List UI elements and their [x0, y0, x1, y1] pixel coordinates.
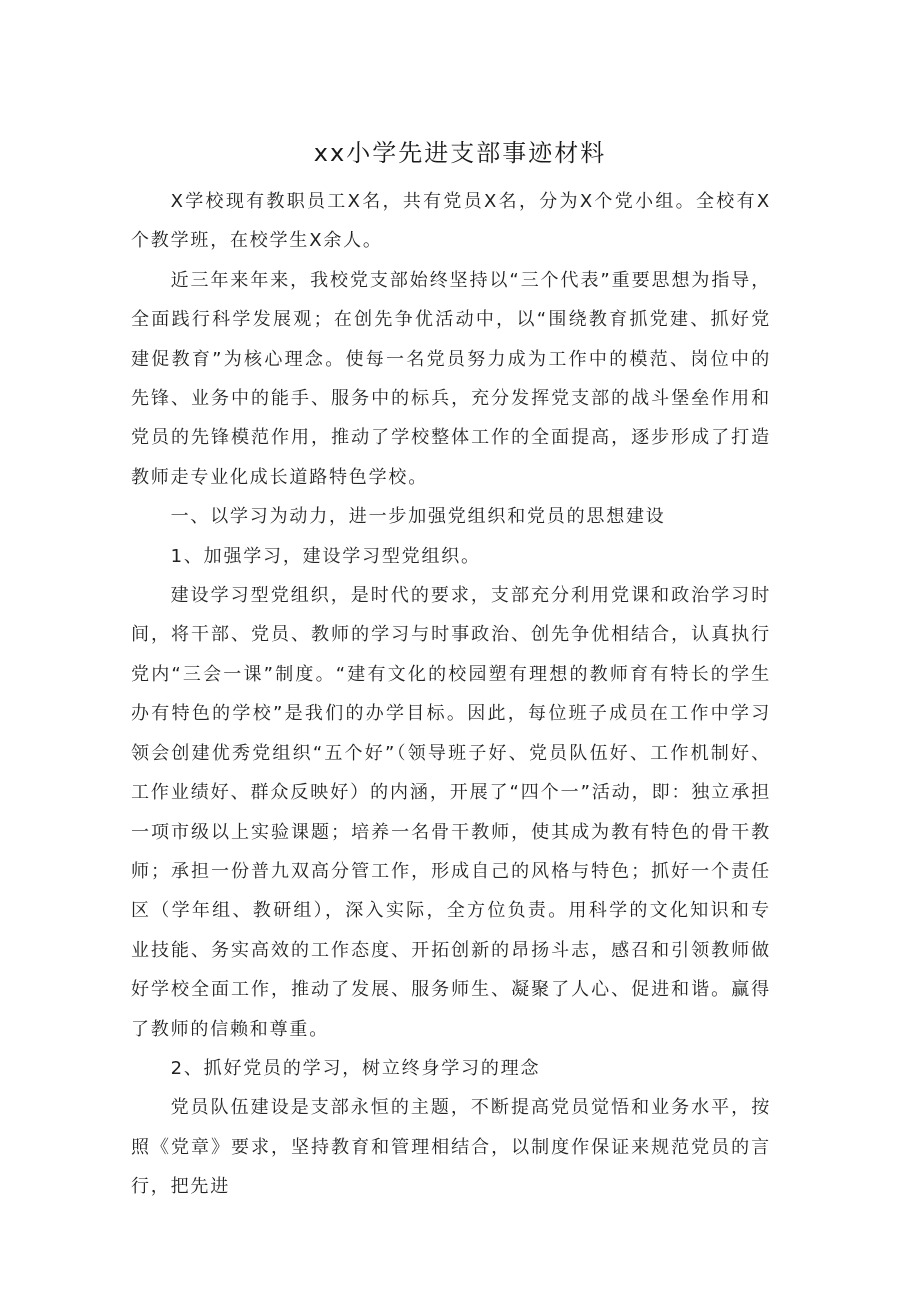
document-title: xx小学先进支部事迹材料: [313, 139, 607, 167]
subsection-heading-1-2: 2、抓好党员的学习，树立终身学习的理念: [170, 1057, 541, 1079]
paragraph-member-study: 党员队伍建设是支部永恒的主题，不断提高党员觉悟和业务水平，按照《党章》要求，坚持教育和管理相结合，以制度作保证来规范党员的言行，把先进: [131, 1097, 771, 1198]
document-body: [131, 182, 771, 1207]
subsection-heading-1-1: 1、加强学习，建设学习型党组织。: [170, 545, 481, 567]
paragraph-learning-organization: 建设学习型党组织，是时代的要求，支部充分利用党课和政治学习时间，将干部、党员、教师的学习与时事政治、创先争优相结合，认真执行党内“三会一课”制度。“建有文化的校园塑有理想的教师育有特长的学生办有特色的学校”是我们的办学目标。因此，每位班子成员在工作中学习领会创建优秀党组织“五个好”（领导班子好、党员队伍好、工作机制好、工作业绩好、群众反映好）的内涵，开展了“四个一”活动，即：独立承担一项市级以上实验课题；培养一名骨干教师，使其成为教有特色的骨干教师；承担一份普九双高分管工作，形成自己的风格与特色；抓好一个责任区（学年组、教研组），深入实际，全方位负责。用科学的文化知识和专业技能、务实高效的工作态度、开拓创新的昂扬斗志，感召和引领教师做好学校全面工作，推动了发展、服务师生、凝聚了人心、促进和谐。赢得了教师的信赖和尊重。: [131, 585, 771, 1040]
paragraph-party-work-summary: 近三年来年来，我校党支部始终坚持以“三个代表”重要思想为指导，全面践行科学发展观；在创先争优活动中，以“围绕教育抓党建、抓好党建促教育”为核心理念。使每一名党员努力成为工作中的模范、岗位中的先锋、业务中的能手、服务中的标兵，充分发挥党支部的战斗堡垒作用和党员的先锋模范作用，推动了学校整体工作的全面提高，逐步形成了打造教师走专业化成长道路特色学校。: [131, 269, 771, 488]
paragraph-school-overview: X学校现有教职员工X名，共有党员X名，分为X个党小组。全校有X个教学班，在校学生X余人。: [131, 191, 771, 252]
section-heading-1: 一、以学习为动力，进一步加强党组织和党员的思想建设: [170, 506, 666, 528]
